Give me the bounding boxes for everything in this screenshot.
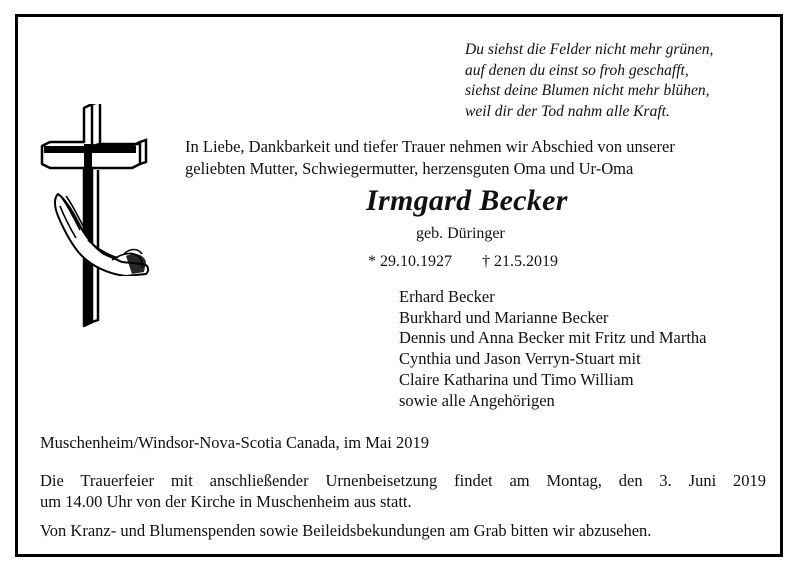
place-date: Muschenheim/Windsor-Nova-Scotia Canada, im Mai 2019 — [40, 433, 429, 452]
birth-name: geb. Düringer — [416, 225, 505, 242]
mourner: Erhard Becker — [399, 287, 495, 306]
poem-line: weil dir der Tod nahm alle Kraft. — [465, 102, 670, 120]
ceremony-line: um 14.00 Uhr von der Kirche in Muschenheim aus statt. — [40, 492, 412, 511]
mourner: Claire Katharina und Timo William — [399, 369, 634, 389]
poem-line: auf denen du einst so froh geschafft, — [465, 61, 689, 79]
death-date: † 21.5.2019 — [482, 253, 558, 270]
life-dates — [368, 253, 558, 271]
deceased-name: Irmgard Becker — [366, 184, 568, 217]
mourner: Burkhard und Marianne Becker — [399, 307, 609, 327]
ceremony-info — [40, 470, 766, 512]
poem-line: siehst deine Blumen nicht mehr blühen, — [465, 82, 710, 99]
intro-text — [185, 136, 675, 180]
mourner: Dennis und Anna Becker mit Fritz und Martha — [399, 328, 707, 348]
intro-line: geliebten Mutter, Schwiegermutter, herzensguten Oma und Ur-Oma — [185, 159, 634, 178]
mourners-list — [399, 287, 706, 411]
praying-hands-icon — [48, 190, 152, 276]
obituary-notice — [15, 14, 783, 557]
poem-line: Du siehst die Felder nicht mehr grünen, — [465, 41, 714, 58]
birth-date: * 29.10.1927 — [368, 253, 452, 270]
ceremony-line: Die Trauerfeier mit anschließender Urnenbeisetzung findet am Montag, den 3. Juni 2019 — [40, 471, 766, 490]
intro-line: In Liebe, Dankbarkeit und tiefer Trauer nehmen wir Abschied von unserer — [185, 137, 675, 156]
flowers-note: Von Kranz- und Blumenspenden sowie Beileidsbekundungen am Grab bitten wir abzusehen. — [40, 521, 652, 540]
mourner: Cynthia und Jason Verryn-Stuart mit — [399, 349, 641, 369]
cross-with-hands — [40, 104, 160, 334]
poem — [465, 40, 713, 122]
mourner: sowie alle Angehörigen — [399, 390, 555, 410]
